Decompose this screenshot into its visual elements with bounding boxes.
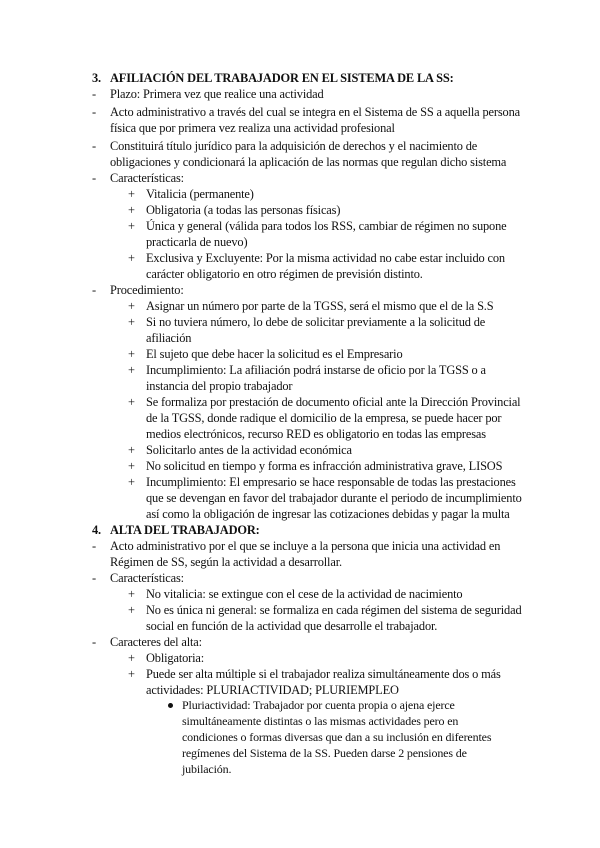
plus-marker: + bbox=[128, 251, 135, 265]
sub-item-cont: que se devengan en favor del trabajador durante el periodo de incumplimiento bbox=[146, 491, 522, 505]
sub-item: Asignar un número por parte de la TGSS, será el mismo que el de la S.S bbox=[146, 299, 494, 313]
plus-marker: + bbox=[128, 187, 135, 201]
plus-marker: + bbox=[128, 667, 135, 681]
plus-marker: + bbox=[128, 587, 135, 601]
plus-marker: + bbox=[128, 363, 135, 377]
dash-marker: - bbox=[92, 87, 97, 101]
dash-marker: - bbox=[92, 539, 97, 553]
plus-marker: + bbox=[128, 603, 135, 617]
nested-item-cont: regímenes del Sistema de la SS. Pueden darse 2 pensiones de bbox=[182, 746, 467, 760]
plus-marker: + bbox=[128, 203, 135, 217]
sub-item: No vitalicia: se extingue con el cese de la actividad de nacimiento bbox=[146, 587, 463, 601]
plus-marker: + bbox=[128, 475, 135, 489]
dash-marker: - bbox=[92, 139, 97, 153]
list-item: Acto administrativo a través del cual se integra en el Sistema de SS a aquella persona bbox=[110, 105, 520, 119]
sub-item: Exclusiva y Excluyente: Por la misma actividad no cabe estar incluido con bbox=[146, 251, 505, 265]
nested-item-cont: condiciones o formas diversas que dan a su inclusión en diferentes bbox=[182, 730, 492, 744]
sub-item: Puede ser alta múltiple si el trabajador realiza simultáneamente dos o más bbox=[146, 667, 501, 681]
plus-marker: + bbox=[128, 347, 135, 361]
nested-item-cont: jubilación. bbox=[182, 762, 232, 776]
sub-item-cont: medios electrónicos, recurso RED es obligatorio en todas las empresas bbox=[146, 427, 486, 441]
plus-marker: + bbox=[128, 459, 135, 473]
list-item: Plazo: Primera vez que realice una actividad bbox=[110, 87, 324, 101]
dash-marker: - bbox=[92, 571, 97, 585]
list-item-cont: física que por primera vez realiza una actividad profesional bbox=[110, 121, 395, 135]
sub-item-cont: social en función de la actividad que desarrolle el trabajador. bbox=[146, 619, 438, 633]
sub-item: Se formaliza por prestación de documento oficial ante la Dirección Provincial bbox=[146, 395, 521, 409]
list-item: Acto administrativo por el que se incluye a la persona que inicia una actividad en bbox=[110, 539, 501, 553]
sub-item: No es única ni general: se formaliza en cada régimen del sistema de seguridad bbox=[146, 603, 522, 617]
sub-item-cont: carácter obligatorio en otro régimen de previsión distinto. bbox=[146, 267, 423, 281]
section-4-number: 4. bbox=[92, 523, 101, 537]
sub-item-cont: actividades: PLURIACTIVIDAD; PLURIEMPLEO bbox=[146, 683, 399, 697]
sub-item: Solicitarlo antes de la actividad económica bbox=[146, 443, 352, 457]
dash-marker: - bbox=[92, 171, 97, 185]
sub-item: Obligatoria (a todas las personas físicas) bbox=[146, 203, 341, 217]
sub-item-cont: instancia del propio trabajador bbox=[146, 379, 293, 393]
plus-marker: + bbox=[128, 315, 135, 329]
list-item-cont: obligaciones y condicionará la aplicación de las normas que regulan dicho sistema bbox=[110, 155, 507, 169]
caracteres-label: Caracteres del alta: bbox=[110, 635, 202, 649]
sub-item-cont: afiliación bbox=[146, 331, 192, 345]
plus-marker: + bbox=[128, 299, 135, 313]
plus-marker: + bbox=[128, 219, 135, 233]
sub-item: Vitalicia (permanente) bbox=[146, 187, 254, 201]
nested-item: Pluriactividad: Trabajador por cuenta propia o ajena ejerce bbox=[182, 698, 455, 712]
procedimiento-label: Procedimiento: bbox=[110, 283, 184, 297]
section-3-number: 3. bbox=[92, 71, 101, 85]
dash-marker: - bbox=[92, 105, 97, 119]
sub-item: Incumplimiento: El empresario se hace responsable de todas las prestaciones bbox=[146, 475, 516, 489]
sub-item: Única y general (válida para todos los RSS, cambiar de régimen no supone bbox=[146, 219, 507, 233]
section-4-title: ALTA DEL TRABAJADOR: bbox=[110, 523, 260, 537]
sub-item-cont: así como la obligación de ingresar las cotizaciones debidas y pagar la multa bbox=[146, 507, 510, 521]
sub-item: El sujeto que debe hacer la solicitud es el Empresario bbox=[146, 347, 403, 361]
list-item: Características: bbox=[110, 571, 184, 585]
bullet-dot-icon bbox=[168, 703, 173, 708]
plus-marker: + bbox=[128, 443, 135, 457]
list-item: Características: bbox=[110, 171, 184, 185]
sub-item-cont: de la TGSS, donde radique el domicilio de la empresa, se puede hacer por bbox=[146, 411, 502, 425]
nested-item-cont: simultáneamente distintas o las mismas actividades pero en bbox=[182, 714, 459, 728]
dash-marker: - bbox=[92, 283, 97, 297]
plus-marker: + bbox=[128, 651, 135, 665]
plus-marker: + bbox=[128, 395, 135, 409]
sub-item: Incumplimiento: La afiliación podrá instarse de oficio por la TGSS o a bbox=[146, 363, 486, 377]
dash-marker: - bbox=[92, 635, 97, 649]
sub-item: No solicitud en tiempo y forma es infracción administrativa grave, LISOS bbox=[146, 459, 503, 473]
list-item-cont: Régimen de SS, según la actividad a desarrollar. bbox=[110, 555, 342, 569]
list-item: Constituirá título jurídico para la adquisición de derechos y el nacimiento de bbox=[110, 139, 478, 153]
sub-item: Si no tuviera número, lo debe de solicitar previamente a la solicitud de bbox=[146, 315, 486, 329]
sub-item: Obligatoria: bbox=[146, 651, 205, 665]
sub-item-cont: practicarla de nuevo) bbox=[146, 235, 248, 249]
section-3-title: AFILIACIÓN DEL TRABAJADOR EN EL SISTEMA DE LA SS: bbox=[110, 71, 454, 85]
